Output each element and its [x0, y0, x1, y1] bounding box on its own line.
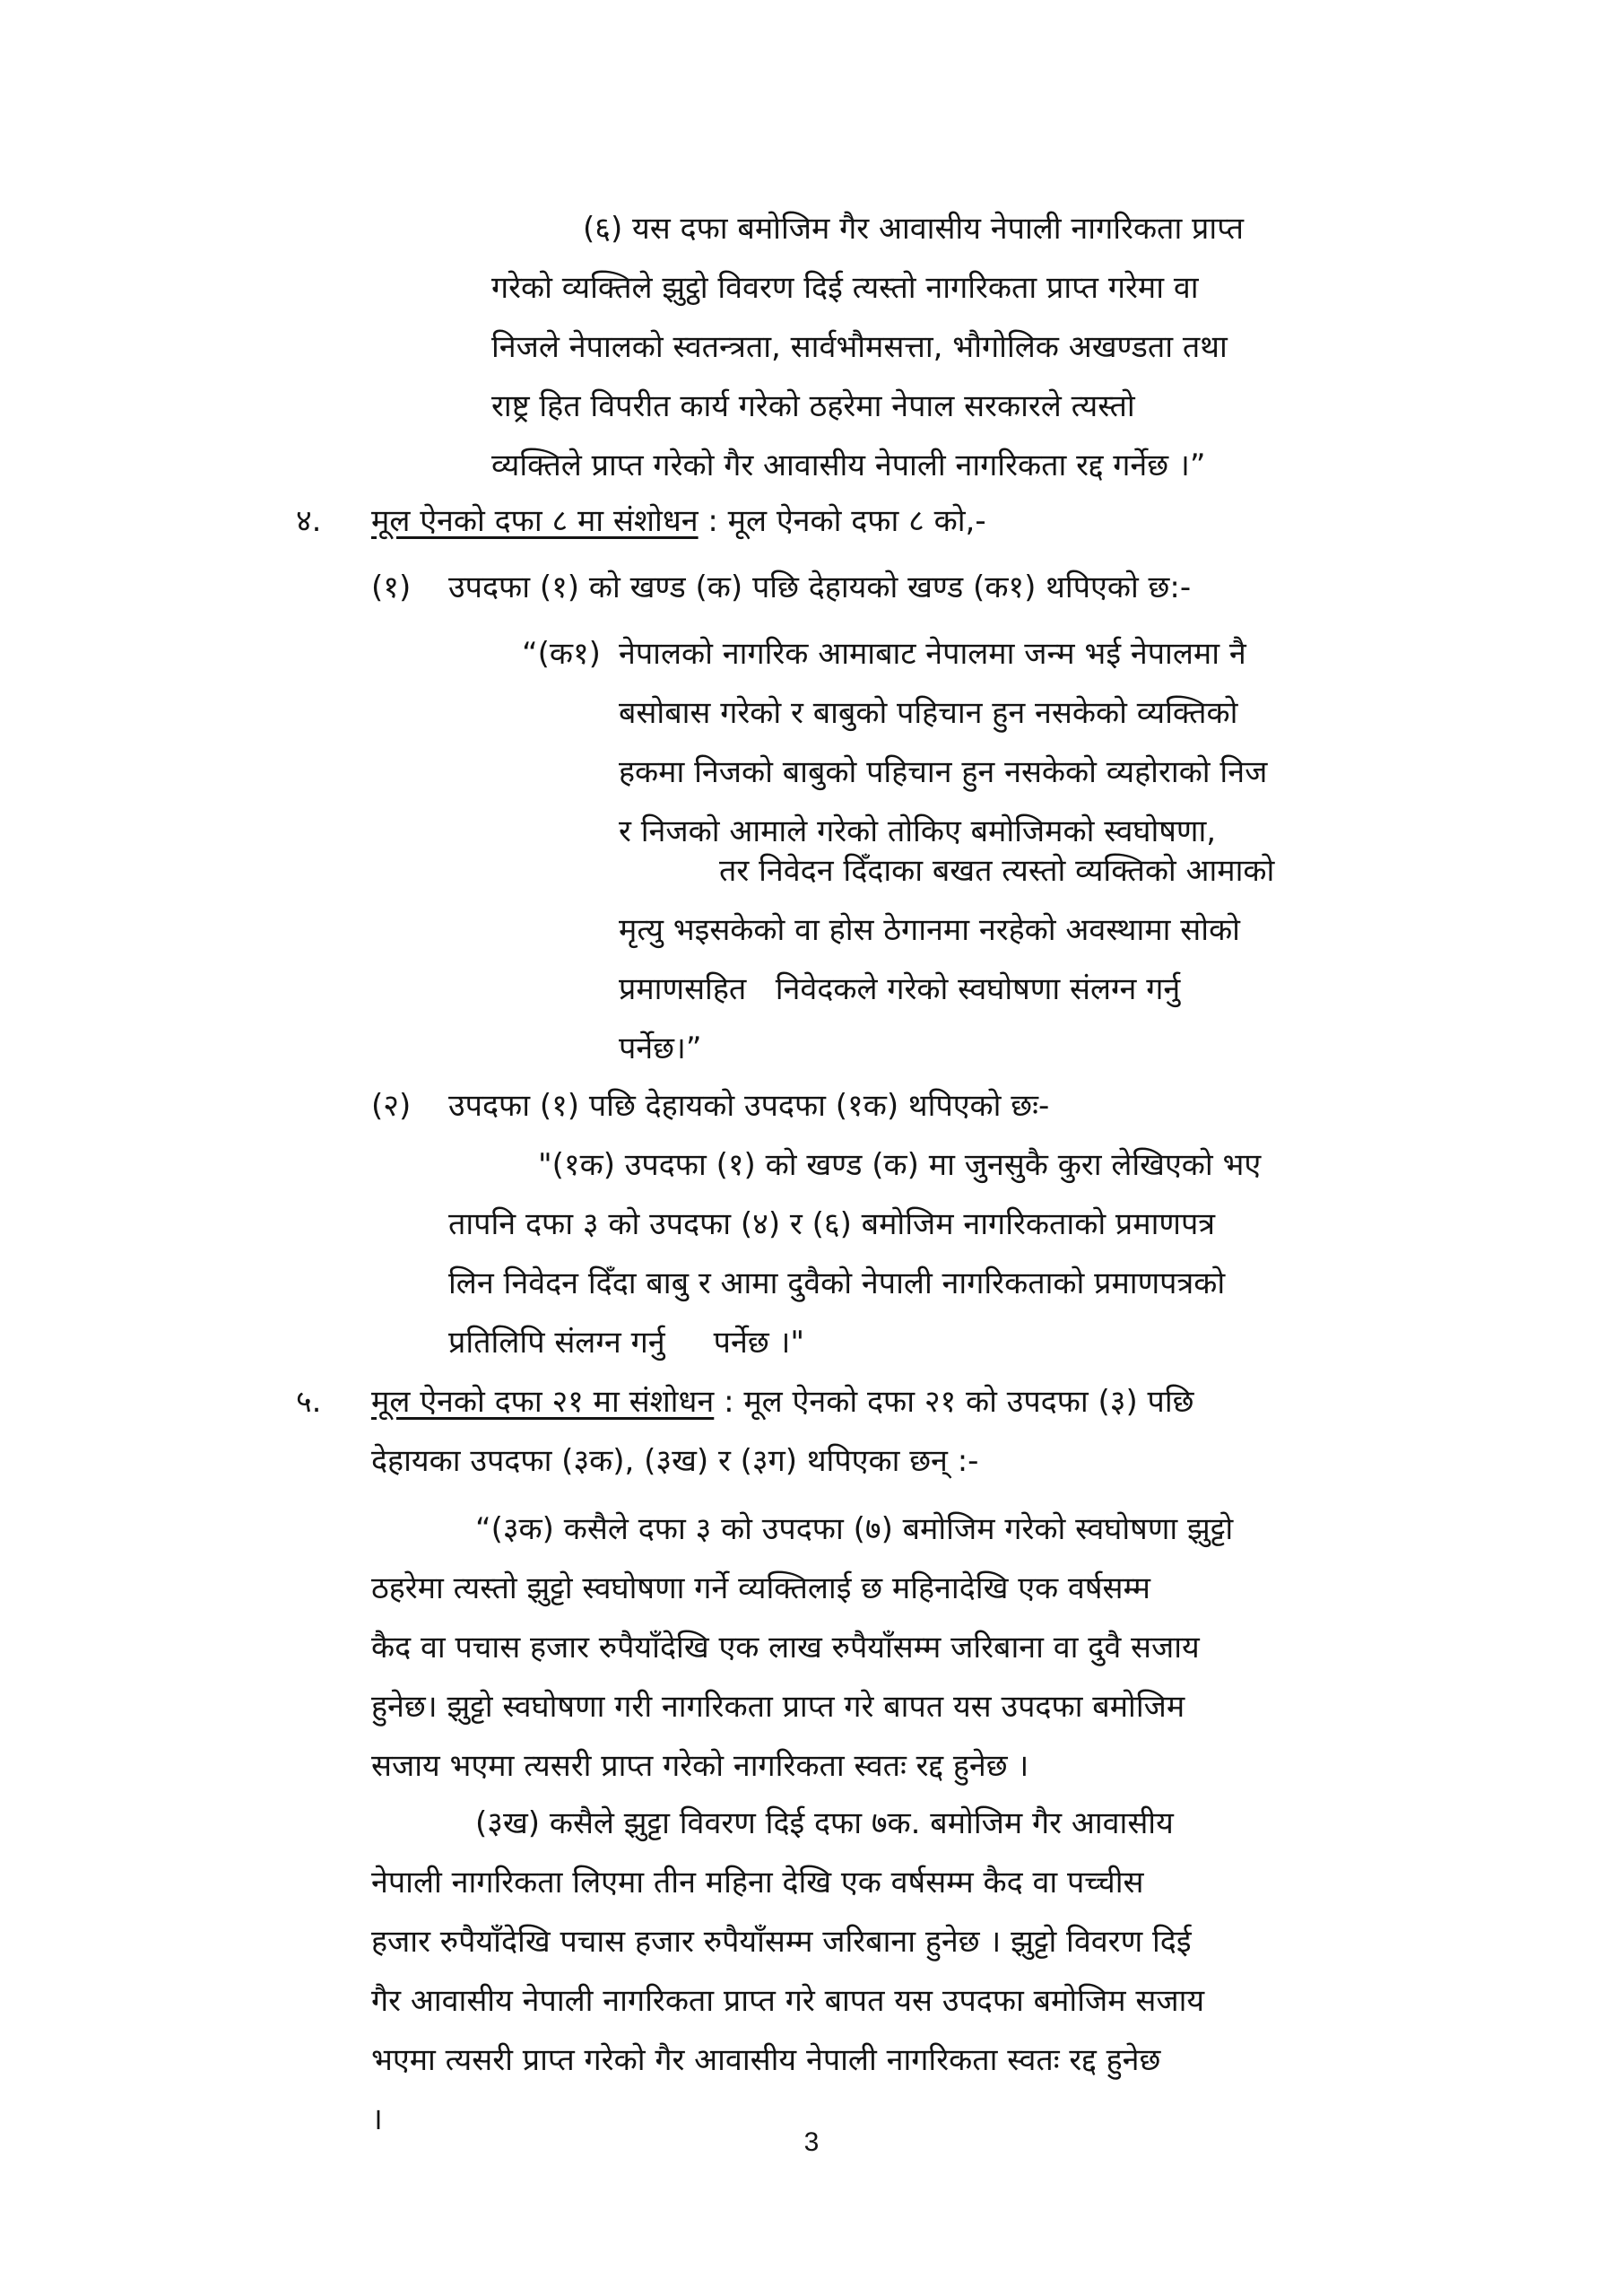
clause-6-line: गरेको व्यक्तिले झुट्ठो विवरण दिई त्यस्तो नागरिकता प्राप्त गरेमा वा	[491, 270, 1199, 306]
section-5-number: ५.	[296, 1384, 322, 1420]
section-5-intro	[371, 1372, 1429, 1491]
clause-3kha-line: ।	[371, 2101, 383, 2137]
clause-1ka-line: "(१क) उपदफा (१) को खण्ड (क) मा जुनसुकै कुरा लेखिएको भए	[538, 1147, 1262, 1183]
section-5-heading: मूल ऐनको दफा २१ मा संशोधन	[371, 1384, 715, 1420]
clause-1ka-line: लिन निवेदन दिँदा बाबु र आमा दुवैको नेपाली नागरिकताको प्रमाणपत्रको	[448, 1265, 1226, 1301]
clause-1ka-paragraph	[448, 1135, 1426, 1372]
proviso-line: प्रमाणसहित निवेदकले गरेको स्वघोषणा संलग्न गर्नु	[619, 971, 1181, 1007]
clause-3kha-line: गैर आवासीय नेपाली नागरिकता प्राप्त गरे बापत यस उपदफा बमोजिम सजाय	[371, 1983, 1205, 2019]
clause-3kha-line: नेपाली नागरिकता लिएमा तीन महिना देखि एक वर्षसम्म कैद वा पच्चीस	[371, 1865, 1144, 1900]
clause-1ka-line: तापनि दफा ३ को उपदफा (४) र (६) बमोजिम नागरिकताको प्रमाणपत्र	[448, 1206, 1216, 1242]
section-4-item-1-text: उपदफा (१) को खण्ड (क) पछि देहायको खण्ड (क१) थपिएको छ:-	[448, 570, 1192, 605]
proviso-line: मृत्यु भइसकेको वा होस ठेगानमा नरहेको अवस्थामा सोको	[619, 912, 1240, 948]
clause-ka1-line: हकमा निजको बाबुको पहिचान हुन नसकेको व्यहोराको निज	[619, 754, 1268, 790]
clause-3kha-line: हजार रुपैयाँदेखि पचास हजार रुपैयाँसम्म जरिबाना हुनेछ । झुट्टो विवरण दिई	[371, 1924, 1192, 1960]
clause-3ka-line: हुनेछ। झुट्टो स्वघोषणा गरी नागरिकता प्राप्त गरे बापत यस उपदफा बमोजिम	[371, 1689, 1185, 1725]
clause-6-line: (६) यस दफा बमोजिम गैर आवासीय नेपाली नागरिकता प्राप्त	[583, 211, 1245, 247]
clause-3kha-line: भएमा त्यसरी प्राप्त गरेको गैर आवासीय नेपाली नागरिकता स्वतः रद्द हुनेछ	[371, 2042, 1161, 2078]
clause-ka1-label: “(क१)	[522, 636, 601, 672]
section-4-heading: मूल ऐनको दफा ८ मा संशोधन	[371, 503, 699, 539]
section-4-number: ४.	[296, 503, 322, 539]
clause-3kha-paragraph	[371, 1794, 1429, 2149]
section-4-intro: : मूल ऐनको दफा ८ को,-	[698, 503, 986, 539]
clause-ka1-line: नेपालको नागरिक आमाबाट नेपालमा जन्म भई नेपालमा नै	[619, 636, 1246, 672]
proviso-line: तर निवेदन दिँदाका बखत त्यस्तो व्यक्तिको आमाको	[719, 853, 1275, 889]
clause-3ka-paragraph	[371, 1500, 1429, 1796]
clause-ka1-line: बसोबास गरेको र बाबुको पहिचान हुन नसकेको व्यक्तिको	[619, 695, 1238, 731]
clause-6-line: राष्ट्र हित विपरीत कार्य गरेको ठहरेमा नेपाल सरकारले त्यस्तो	[491, 388, 1135, 424]
clause-3ka-line: सजाय भएमा त्यसरी प्राप्त गरेको नागरिकता स्वतः रद्द हुनेछ ।	[371, 1748, 1029, 1784]
clause-3ka-line: “(३क) कसैले दफा ३ को उपदफा (७) बमोजिम गरेको स्वघोषणा झुट्टो	[475, 1511, 1234, 1547]
clause-6-line: व्यक्तिले प्राप्त गरेको गैर आवासीय नेपाली नागरिकता रद्द गर्नेछ ।”	[491, 448, 1206, 483]
section-5-intro-line: देहायका उपदफा (३क), (३ख) र (३ग) थपिएका छन् :-	[371, 1443, 979, 1479]
clause-3kha-line: (३ख) कसैले झुट्टा विवरण दिई दफा ७क. बमोजिम गैर आवासीय	[475, 1805, 1174, 1841]
proviso-line: पर्नेछ।”	[619, 1031, 702, 1066]
page-number: 3	[803, 2127, 820, 2157]
clause-6-line: निजले नेपालको स्वतन्त्रता, सार्वभौमसत्ता, भौगोलिक अखण्डता तथा	[491, 329, 1228, 365]
clause-ka1-proviso	[619, 841, 1426, 1078]
section-4-heading-line	[371, 491, 1429, 551]
clause-ka1-paragraph	[619, 624, 1426, 861]
section-4-item-1-number: (१)	[371, 570, 412, 605]
clause-6-paragraph	[491, 199, 1424, 495]
clause-3ka-line: कैद वा पचास हजार रुपैयाँदेखि एक लाख रुपैयाँसम्म जरिबाना वा दुवै सजाय	[371, 1630, 1200, 1665]
clause-3ka-line: ठहरेमा त्यस्तो झुट्टो स्वघोषणा गर्ने व्यक्तिलाई छ महिनादेखि एक वर्षसम्म	[371, 1570, 1150, 1606]
section-4-item-2-number: (२)	[371, 1088, 412, 1124]
section-5-intro-line: : मूल ऐनको दफा २१ को उपदफा (३) पछि	[714, 1384, 1194, 1420]
section-4-item-2-text: उपदफा (१) पछि देहायको उपदफा (१क) थपिएको छः-	[448, 1088, 1050, 1124]
clause-ka1-line: र निजको आमाले गरेको तोकिए बमोजिमको स्वघोषणा,	[619, 813, 1217, 849]
clause-1ka-line: प्रतिलिपि संलग्न गर्नु पर्नेछ ।"	[448, 1325, 804, 1361]
